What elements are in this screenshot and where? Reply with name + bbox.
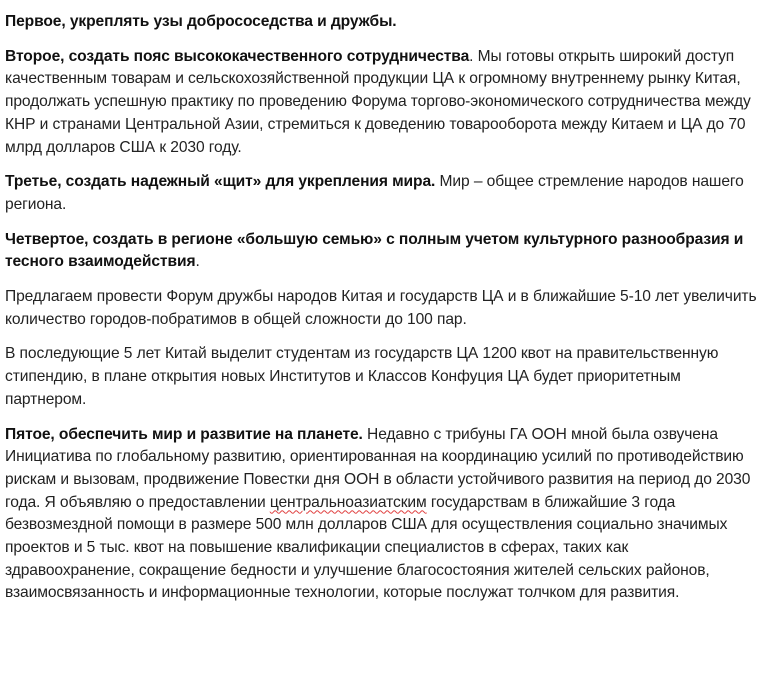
third-point-text: Мир – общее стремление народов нашего региона.: [5, 173, 744, 213]
fifth-point-text-before: Недавно с трибуны ГА ООН мной была озвучена Инициатива по глобальному развитию, ориентированная на координацию усилий по противодействию рискам и вызовам, продвижение Повестки дня ООН в области устойчивого развития на период до 2030 года. Я объявляю о предоставлении: [5, 425, 751, 511]
first-point-heading: Первое, укреплять узы добрососедства и дружбы.: [5, 13, 397, 30]
paragraph-fifth-point: [5, 424, 759, 606]
fifth-point-text-after: государствам в ближайшие 3 года безвозмездной помощи в размере 500 млн долларов США для осуществления социально значимых проектов и 5 тыс. квот на повышение квалификации специалистов в сферах, таких как здравоохранение, сокращение бедности и улучшение благосостояния жителей сельских районов, взаимосвязанность и информационные технологии, которые послужат толчком для развития.: [5, 493, 728, 602]
paragraph-fourth-point: [5, 229, 759, 274]
paragraph-scholarships: [5, 343, 759, 411]
spellcheck-flagged-word[interactable]: центральноазиатским: [269, 493, 427, 511]
fourth-point-text: .: [195, 253, 200, 271]
paragraph-first-point: [5, 11, 759, 34]
fifth-point-heading: Пятое, обеспечить мир и развитие на планете.: [5, 425, 363, 443]
paragraph-third-point: [5, 171, 759, 216]
third-point-heading: Третье, создать надежный «щит» для укрепления мира.: [5, 173, 436, 191]
paragraph-friendship-forum: [5, 286, 759, 331]
second-point-text: . Мы готовы открыть широкий доступ качественным товарам и сельскохозяйственной продукции ЦА к огромному внутреннему рынку Китая, продолжать успешную практику по проведению Форума торгово-экономического сотрудничества между КНР и странами Центральной Азии, стремиться к доведению товарооборота между Китаем и ЦА до 70 млрд долларов США к 2030 году.: [5, 47, 751, 156]
scholarships-text: В последующие 5 лет Китай выделит студентам из государств ЦА 1200 квот на правительственную стипендию, в плане открытия новых Институтов и Классов Конфуция ЦА будет приоритетным партнером.: [5, 345, 719, 408]
friendship-forum-text: Предлагаем провести Форум дружбы народов Китая и государств ЦА и в ближайшие 5-10 лет увеличить количество городов-побратимов в общей сложности до 100 пар.: [5, 288, 757, 328]
fourth-point-heading: Четвертое, создать в регионе «большую семью» с полным учетом культурного разнообразия и тесного взаимодействия: [5, 230, 744, 271]
second-point-heading: Второе, создать пояс высококачественного сотрудничества: [5, 47, 470, 65]
paragraph-second-point: [5, 46, 759, 160]
